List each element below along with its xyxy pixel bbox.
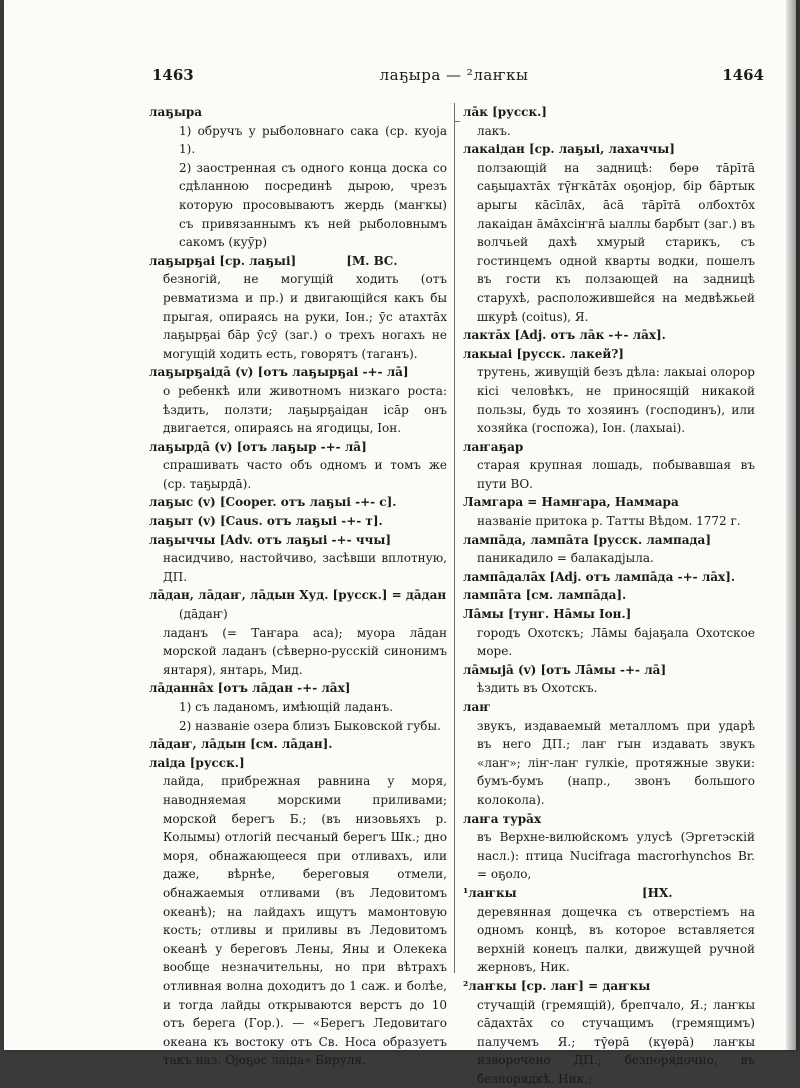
left-column	[149, 103, 447, 1070]
entry-headword: Лāмы [тунг. Нāмы Іон.]	[463, 605, 755, 624]
entry-headword: лаҕыс (v) [Cooper. отъ лаҕыі -+- с].	[149, 493, 447, 512]
entry-headword: Ламгара = Намҥара, Наммара	[463, 493, 755, 512]
entry-headword: лаҕырҕаідā (v) [отъ лаҕырҕаі -+- лā]	[149, 363, 447, 382]
entry-definition: (дāдаҥ)	[149, 605, 447, 624]
entry-definition: звукъ, издаваемый металломъ при ударѣ въ него ДП.; лаҥ гын издавать звукъ «лаҥ»; ліҥ-лаҥ гулкіе, протяжные звуки: бумъ-бумъ (напр., звонъ большого колокола).	[463, 717, 755, 810]
entry-definition: паникадило = балакадјыла.	[463, 549, 755, 568]
column-divider	[454, 103, 455, 973]
entry-definition: 1) съ ладаномъ, имѣющій ладанъ.	[149, 698, 447, 717]
entry-headword: лампāдалāх [Adj. отъ лампāда -+- лāх].	[463, 568, 755, 587]
entry-definition: 1) обручъ у рыболовнаго сака (ср. куоја 1).	[149, 122, 447, 159]
running-title: лаҕыра — ²лаҥкы	[144, 66, 764, 84]
entry-definition: стучащій (гремящій), брепчало, Я.; лаҥкы сāдахтāх со стучащимъ (гремящимъ) палучемъ Я.; тү̄өрā (күөрā) лаҥкы изворочено ДП.; безпорядочно, въ безпорядкѣ, Ник.;	[463, 996, 755, 1088]
entry-headword: лаіда [русск.]	[149, 754, 447, 773]
entry-definition: 2) заостренная съ одного конца доска со сдѣланною посрединѣ дырою, чрезъ которую просовываютъ жердь (маҥкы) съ привязаннымъ къ ней рыболовнымъ сакомъ (куӯр)	[149, 159, 447, 252]
entry-definition: о ребенкѣ или животномъ низкаго роста: ѣздить, ползти; лаҕырҕаідан ісāр онъ двигается, опираясь на ягодицы, Іон.	[149, 382, 447, 438]
entry-headword: лампāта [см. лампāда].	[463, 586, 755, 605]
entry-headword: лактāх [Adj. отъ лāк -+- лāх].	[463, 326, 755, 345]
entry-definition: старая крупная лошадь, побывавшая въ пути ВО.	[463, 456, 755, 493]
entry-definition: спрашивать часто объ одномъ и томъ же (ср. таҕырдā).	[149, 456, 447, 493]
entry-headword: лаҥаҕар	[463, 438, 755, 457]
right-column	[463, 103, 755, 1088]
entry-headword: ¹лаҥкы [НХ.	[463, 884, 755, 903]
entry-definition: ѣздить въ Охотскъ.	[463, 679, 755, 698]
entry-headword: лаҕыра	[149, 103, 447, 122]
entry-headword: лакыаі [русск. лакей?]	[463, 345, 755, 364]
entry-definition: ладанъ (= Таҥара аса); муора лāдан морской ладанъ (сѣверно-русскій синонимъ янтаря), янтарь, Мид.	[149, 624, 447, 680]
entry-headword: ²лаҥкы [ср. лаҥ] = даҥкы	[463, 977, 755, 996]
dictionary-page	[4, 0, 796, 1050]
page-number-right: 1464	[722, 66, 764, 84]
column-frame-mark	[455, 103, 460, 122]
entry-definition: названіе притока р. Татты Вѣдом. 1772 г.	[463, 512, 755, 531]
entry-definition: ползающій на задницѣ: бөрө тāрīтā саҕыџахтāх тү̄ҥкāтāх оҕонјор, бір бāртык арыгы кāсīлāх, āсā тāрīтā олбохтōх лакаідан āмāхсіҥҥā ыаллы барбыт (заг.) въ волчьей дахѣ хмурый старикъ, съ гостинцемъ одной кварты водки, пошелъ въ гости къ ползающей на задницѣ старухѣ, расположившейся на медвѣжьей шкурѣ (coitus), Я.	[463, 159, 755, 326]
page-header	[144, 66, 764, 90]
entry-definition: 2) названіе озера близъ Быковской губы.	[149, 717, 447, 736]
entry-definition: лакъ.	[463, 122, 755, 141]
entry-definition: городъ Охотскъ; Лāмы баjаҕала Охотское море.	[463, 624, 755, 661]
entry-definition: въ Верхне-вилюйскомъ улусѣ (Эргетэскій насл.): птица Nucifraga macrorhynchos Br. = оҕоло,	[463, 828, 755, 884]
entry-headword: лакаідан [ср. лаҕыі, лахаччы]	[463, 140, 755, 159]
entry-definition: деревянная дощечка съ отверстіемъ на одномъ концѣ, въ которое вставляется верхній конецъ палки, движущей ручной жерновъ, Ник.	[463, 903, 755, 977]
entry-headword: лāданнāх [отъ лāдан -+- лāх]	[149, 679, 447, 698]
entry-headword: лаҕыт (v) [Caus. отъ лаҕыі -+- т].	[149, 512, 447, 531]
page-edge	[786, 0, 796, 1050]
entry-definition: лайда, прибрежная равнина у моря, наводняемая морскими приливами; морской берегъ Б.; (въ низовьяхъ р. Колымы) отлогій песчаный берегъ Шк.; дно моря, обнажающееся при отливахъ, или даже, вѣрнѣе, береговыя отмели, обнажаемыя отливами (въ Ледовитомъ океанѣ); на лайдахъ ищутъ мамонтовую кость; отливы и приливы въ Ледовитомъ океанѣ у береговъ Лены, Яны и Олекека вообще незначительны, но при вѣтрахъ отливная волна доходитъ до 1 саж. и болѣе, и тогда лайды открываются верстъ до 10 отъ берега (Гор.). — «Берегъ Ледовитаго океана къ востоку отъ Св. Носа образуетъ такъ наз. Ојоҕос лаіда» Бируля.	[149, 772, 447, 1070]
entry-definition: насидчиво, настойчиво, засѣвши вплотную, ДП.	[149, 549, 447, 586]
entry-headword: лāдан, лāдаҥ, лāдын Худ. [русск.] = дāдан	[149, 586, 447, 605]
entry-headword: лаҥ	[463, 698, 755, 717]
entry-headword: лаҕыччы [Adv. отъ лаҕыі -+- ччы]	[149, 531, 447, 550]
entry-headword: лампāда, лампāта [русск. лампада]	[463, 531, 755, 550]
entry-headword: лаҕырдā (v) [отъ лаҕыр -+- лā]	[149, 438, 447, 457]
entry-headword: лāдаҥ, лāдын [см. лāдан].	[149, 735, 447, 754]
page-number-left: 1463	[152, 66, 194, 84]
entry-headword: лаҕырҕаі [ср. лаҕыі] [М. ВС.	[149, 252, 447, 271]
entry-headword: лāмыјā (v) [отъ Лāмы -+- лā]	[463, 661, 755, 680]
entry-headword: лаҥа турāх	[463, 810, 755, 829]
entry-definition: безногій, не могущій ходить (отъ ревматизма и пр.) и двигающійся какъ бы прыгая, опираясь на руки, Іон.; ӯс атахтāх лаҕырҕаі бāр ӯсӯ (заг.) о трехъ ногахъ не могущій ходить есть, говорятъ (таганъ).	[149, 270, 447, 363]
entry-headword: лāк [русск.]	[463, 103, 755, 122]
entry-definition: трутень, живущій безъ дѣла: лакыаі олорор кісі человѣкъ, не приносящій никакой пользы, будь то хозяинъ (господинъ), или хозяйка (госпожа), Іон. (лахыаі).	[463, 363, 755, 437]
